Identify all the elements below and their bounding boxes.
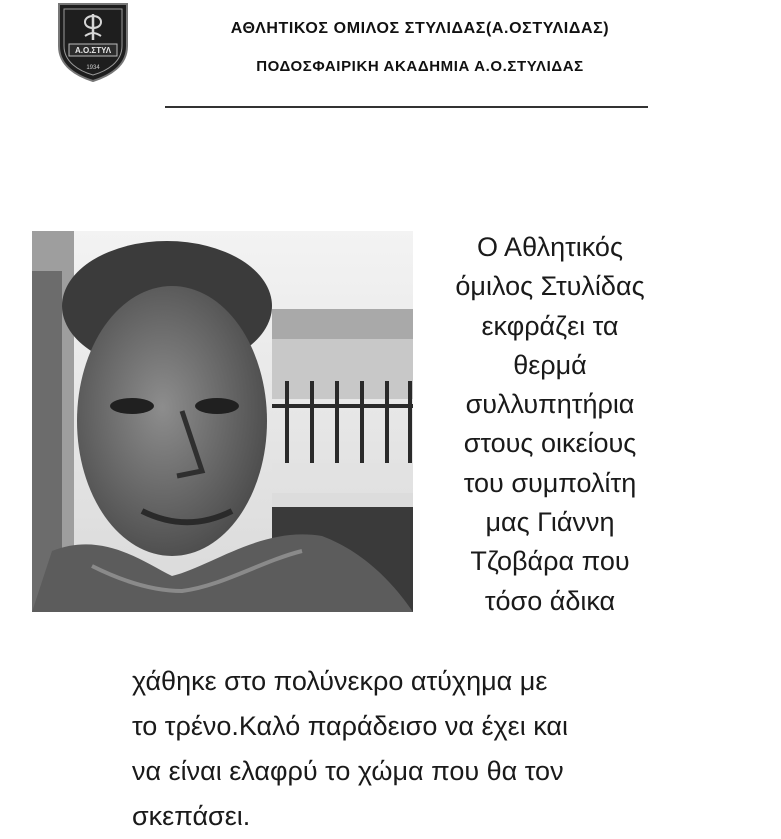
message-line: Τζοβάρα που	[470, 546, 630, 577]
page-subtitle: ΠΟΔΟΣΦΑΙΡΙΚΗ ΑΚΑΔΗΜΙΑ Α.Ο.ΣΤΥΛΙΔΑΣ	[256, 58, 584, 75]
condolence-text-continued	[132, 659, 752, 839]
message-line: μας Γιάννη	[485, 507, 615, 538]
message-line: σκεπάσει.	[132, 801, 251, 831]
crest-lettering: Α.Ο.ΣΤΥΛ	[74, 46, 112, 55]
condolence-text-column	[420, 228, 680, 621]
message-line: στους οικείους	[463, 428, 637, 459]
message-line: εκφράζει τα	[481, 310, 619, 341]
message-line: το τρένο.Καλό παράδεισο να έχει και	[132, 711, 568, 741]
header-divider	[165, 106, 648, 108]
memorial-photo	[32, 231, 413, 612]
message-line: όμιλος Στυλίδας	[455, 271, 645, 302]
message-line: συλλυπητήρια	[465, 389, 635, 420]
message-line: θερμά	[513, 349, 587, 380]
message-line: να είναι ελαφρύ το χώμα που θα τον	[132, 756, 564, 786]
club-crest-icon	[55, 0, 131, 82]
message-line: Ο Αθλητικός	[477, 232, 623, 262]
message-line: τόσο άδικα	[484, 585, 616, 616]
message-line: του συμπολίτη	[463, 467, 637, 498]
message-line: χάθηκε στο πολύνεκρο ατύχημα με	[132, 666, 548, 696]
crest-year: 1934	[86, 65, 100, 71]
page-title: ΑΘΛΗΤΙΚΟΣ ΟΜΙΛΟΣ ΣΤΥΛΙΔΑΣ(Α.ΟΣΤΥΛΙΔΑΣ)	[230, 20, 610, 37]
